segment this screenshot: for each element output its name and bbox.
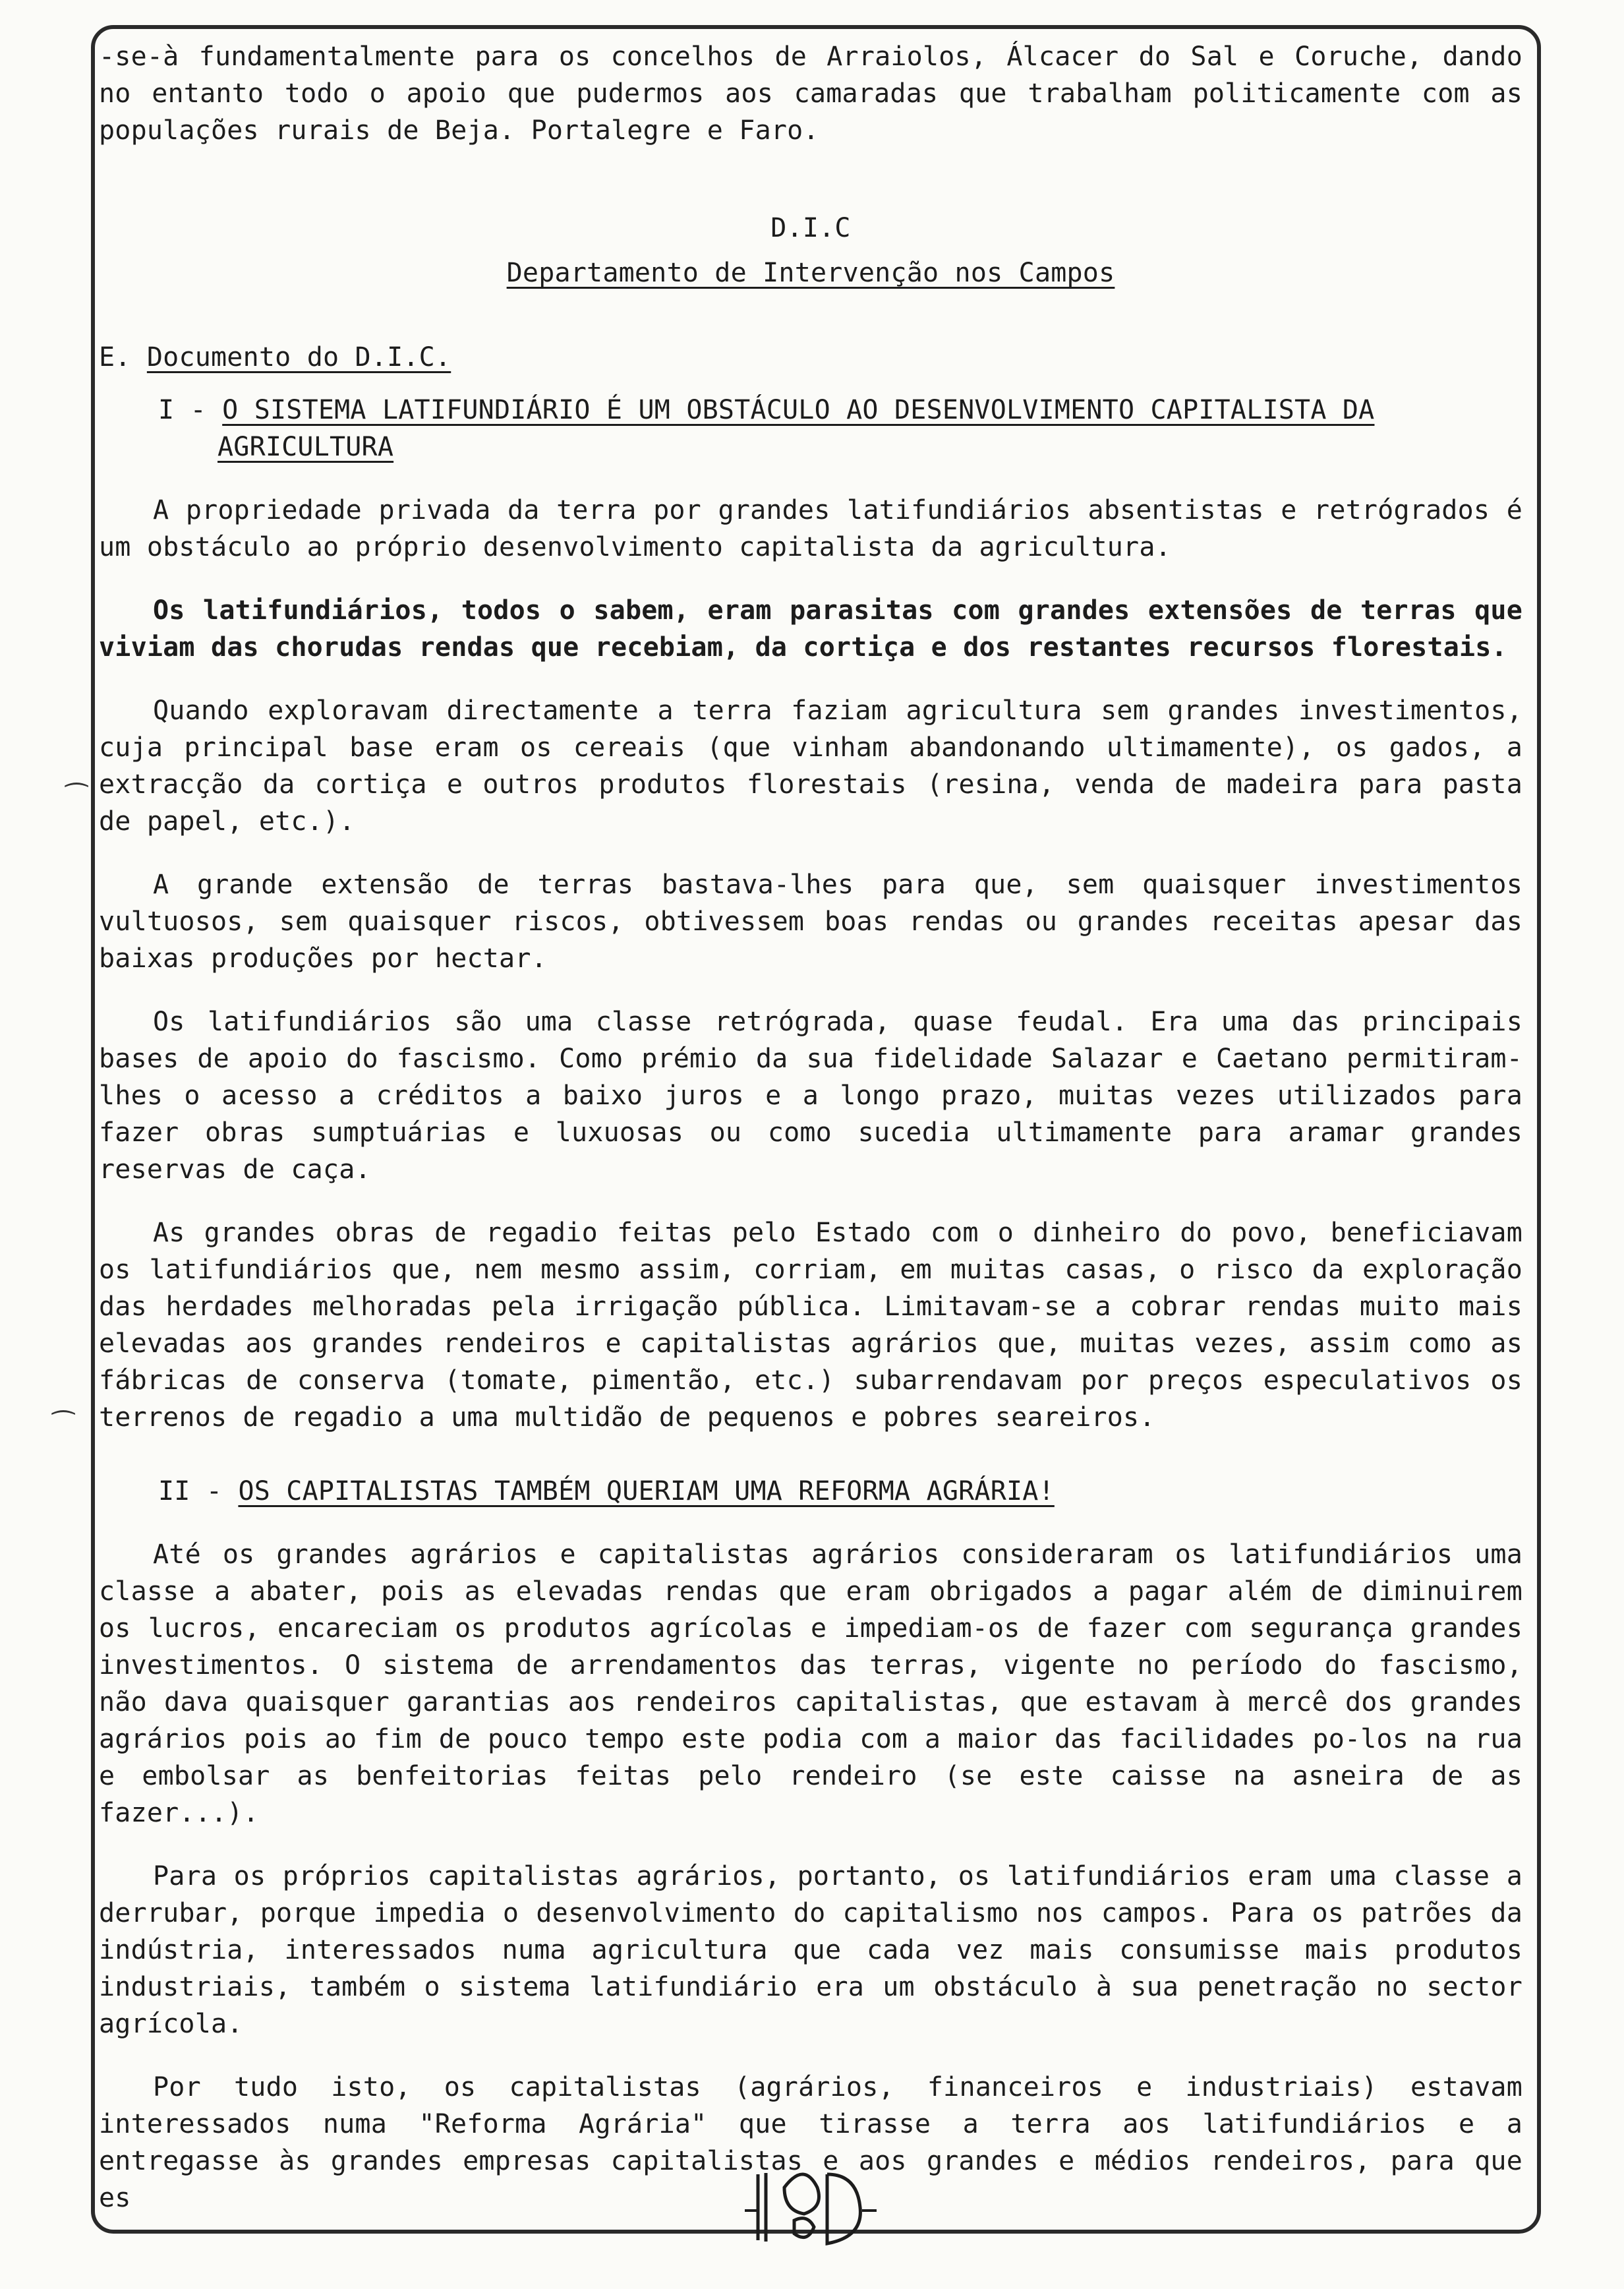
section1-paragraph-6: As grandes obras de regadio feitas pelo Estado com o dinheiro do povo, beneficiavam os latifundiários que, nem mesmo assim, corriam, em muitas casas, o risco da exploração das herdades melhoradas pela irrigação pública. Limitavam-se a cobrar rendas muito mais elevadas aos grandes rendeiros e capitalistas agrários que, muitas vezes, assim como as fábricas de conserva (tomate, pimentão, etc.) subarrendavam por preços especulativos os terrenos de regadio a uma multidão de pequenos e pobres seareiros. [99, 1218, 1539, 1433]
margin-bracket-mark: ⁀ [53, 1411, 74, 1441]
department-acronym: D.I.C [770, 213, 851, 243]
section1-paragraph-2: Os latifundiários, todos o sabem, eram parasitas com grandes extensões de terras que viviam das chorudas rendas que recebiam, da cortiça e dos restantes recursos florestais. [99, 595, 1539, 663]
section2-title-text: OS CAPITALISTAS TAMBÉM QUERIAM UMA REFORMA AGRÁRIA! [238, 1476, 1055, 1506]
section2-paragraph-3: Por tudo isto, os capitalistas (agrários, financeiros e industriais) estavam interessados numa "Reforma Agrária" que tirasse a terra aos latifundiários e a entregasse às grandes empresas capitalistas e aos grandes e médios rendeiros, para que es [99, 2072, 1539, 2213]
signature-mark [745, 2161, 877, 2260]
margin-bracket-mark: ⁀ [66, 783, 88, 814]
section2-number: II - [158, 1476, 223, 1506]
intro-paragraph: -se-à fundamentalmente para os concelhos de Arraiolos, Álcacer do Sal e Coruche, dando no entanto todo o apoio que pudermos aos camaradas que trabalham politicamente com as populações rurais de Beja. Portalegre e Faro. [99, 42, 1539, 146]
section1-title-second-line [218, 429, 1522, 465]
section2-paragraph-1: Até os grandes agrários e capitalistas agrários consideraram os latifundiários uma classe a abater, pois as elevadas rendas que eram obrigados a pagar além de diminuirem os lucros, encareciam os produtos agrícolas e impediam-os de fazer com segurança grandes investimentos. O sistema de arrendamentos das terras, vigente no período do fascismo, não dava quaisquer garantias aos rendeiros capitalistas, que estavam à mercê dos grandes agrários pois ao fim de pouco tempo este podia com a maior das facilidades po-los na rua e embolsar as benfeitorias feitas pelo rendeiro (se este caisse na asneira de as fazer...). [99, 1539, 1539, 1828]
section1-paragraph-1: A propriedade privada da terra por grandes latifundiários absentistas e retrógrados é um obstáculo ao próprio desenvolvimento capitalista da agricultura. [99, 495, 1539, 562]
section1-paragraph-3: Quando exploravam directamente a terra faziam agricultura sem grandes investimentos, cuja principal base eram os cereais (que vinham abandonando ultimamente), os gados, a extracção da cortiça e outros produtos florestais (resina, venda de madeira para pasta de papel, etc.). [99, 696, 1539, 837]
section1-title-line1: O SISTEMA LATIFUNDIÁRIO É UM OBSTÁCULO AO DESENVOLVIMENTO CAPITALISTA DA [222, 395, 1375, 425]
section2-title [158, 1473, 1522, 1510]
section1-title [158, 392, 1522, 429]
department-name-text: Departamento de Intervenção nos Campos [506, 258, 1115, 288]
section1-title-line2: AGRICULTURA [218, 432, 394, 462]
section1-paragraph-4: A grande extensão de terras bastava-lhes para que, sem quaisquer investimentos vultuosos, sem quaisquer riscos, obtivessem boas rendas ou grandes receitas apesar das baixas produções por hectar. [99, 870, 1539, 974]
section2-paragraph-2: Para os próprios capitalistas agrários, portanto, os latifundiários eram uma classe a derrubar, porque impedia o desenvolvimento do capitalismo nos campos. Para os patrões da indústria, interessados numa agricultura que cada vez mais consumisse mais produtos industriais, também o sistema latifundiário era um obstáculo à sua penetração no sector agrícola. [99, 1861, 1539, 2039]
document-label-text: Documento do D.I.C. [146, 342, 451, 372]
department-name [99, 254, 1522, 291]
section1-paragraph-5: Os latifundiários são uma classe retrógrada, quase feudal. Era uma das principais bases de apoio do fascismo. Como prémio da sua fidelidade Salazar e Caetano permitiram-lhes o acesso a créditos a baixo juros e a longo prazo, muitas vezes utilizados para fazer obras sumptuárias e luxuosas ou como sucedia ultimamente para aramar grandes reservas de caça. [99, 1007, 1539, 1185]
section1-number: I - [158, 395, 206, 425]
document-label-prefix: E. [99, 342, 131, 372]
document-label [99, 339, 1522, 376]
document-body [99, 38, 1539, 2216]
